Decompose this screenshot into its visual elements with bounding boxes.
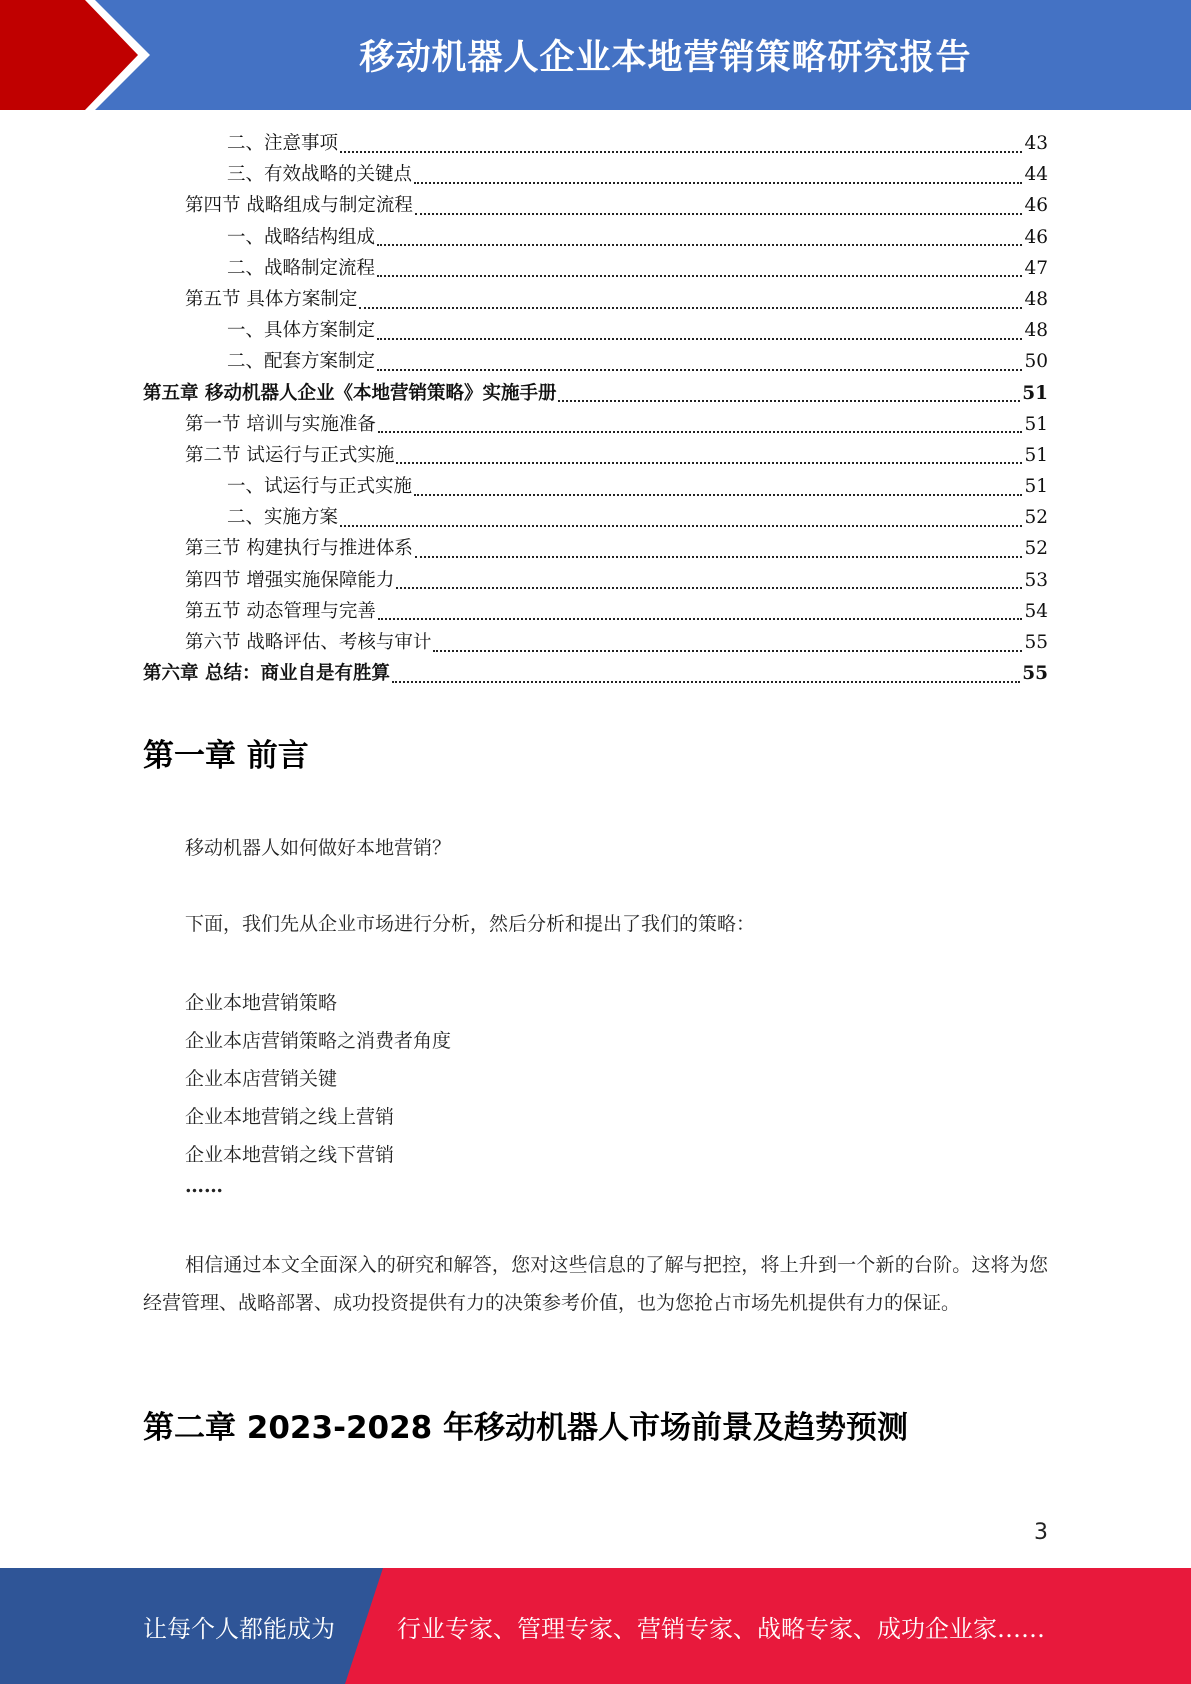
list-item: 企业本地营销策略 <box>185 992 338 1014</box>
toc-entry-label: 二、配套方案制定 <box>227 351 376 373</box>
header-arrow-decoration <box>0 0 160 110</box>
intro-sentence: 下面，我们先从企业市场进行分析，然后分析和提出了我们的策略： <box>185 913 756 935</box>
toc-entry[interactable] <box>143 379 1048 410</box>
toc-entry-page: 46 <box>1024 226 1048 248</box>
toc-entry[interactable] <box>143 316 1048 347</box>
toc-dot-leader <box>377 275 1022 277</box>
toc-entry[interactable] <box>143 472 1048 503</box>
page-number: 3 <box>1034 1520 1048 1545</box>
toc-entry-page: 51 <box>1024 413 1048 435</box>
toc-dot-leader <box>377 338 1022 340</box>
list-item: 企业本店营销策略之消费者角度 <box>185 1030 452 1052</box>
toc-entry[interactable] <box>143 659 1048 690</box>
toc-entry-page: 48 <box>1024 320 1048 342</box>
header-banner <box>0 0 1191 110</box>
toc-dot-leader <box>433 650 1022 652</box>
report-title: 移动机器人企业本地营销策略研究报告 <box>359 38 972 78</box>
footer-slogan-left: 让每个人都能成为 <box>143 1614 335 1643</box>
toc-dot-leader <box>377 369 1022 371</box>
toc-entry-page: 51 <box>1022 382 1048 404</box>
toc-entry[interactable] <box>143 441 1048 472</box>
toc-entry[interactable] <box>143 628 1048 659</box>
toc-entry-label: 三、有效战略的关键点 <box>227 164 413 186</box>
toc-entry-label: 一、具体方案制定 <box>227 320 376 342</box>
toc-entry-label: 第六节 战略评估、考核与审计 <box>185 632 432 653</box>
toc-dot-leader <box>359 307 1022 309</box>
toc-entry[interactable] <box>143 347 1048 378</box>
toc-dot-leader <box>340 525 1022 527</box>
footer-banner <box>0 1568 1191 1684</box>
toc-dot-leader <box>415 213 1023 215</box>
chapter-1-heading: 第一章 前言 <box>143 738 309 774</box>
toc-entry[interactable] <box>143 534 1048 565</box>
toc-entry-label: 第四节 战略组成与制定流程 <box>185 195 413 217</box>
toc-entry-label: 第一节 培训与实施准备 <box>185 413 376 435</box>
chapter-2-heading: 第二章 2023-2028 年移动机器人市场前景及趋势预测 <box>143 1410 909 1446</box>
list-item: 企业本地营销之线上营销 <box>185 1106 395 1128</box>
toc-dot-leader <box>392 681 1020 683</box>
toc-entry-page: 47 <box>1024 257 1048 279</box>
toc-dot-leader <box>414 494 1022 496</box>
toc-entry-label: 一、战略结构组成 <box>227 226 376 248</box>
toc-entry-page: 55 <box>1022 663 1048 685</box>
toc-entry-page: 55 <box>1024 632 1048 653</box>
toc-entry-label: 第五节 动态管理与完善 <box>185 600 376 622</box>
toc-entry[interactable] <box>143 191 1048 222</box>
toc-entry-page: 54 <box>1024 600 1048 622</box>
toc-entry-page: 51 <box>1024 476 1048 498</box>
toc-dot-leader <box>378 618 1023 620</box>
toc-entry-page: 52 <box>1024 538 1048 560</box>
toc-entry-label: 二、注意事项 <box>227 133 339 154</box>
toc-entry[interactable] <box>143 566 1048 597</box>
toc-dot-leader <box>340 151 1022 153</box>
toc-entry-page: 48 <box>1024 288 1048 310</box>
toc-entry-label: 第五节 具体方案制定 <box>185 288 358 310</box>
list-item: 企业本店营销关键 <box>185 1068 338 1090</box>
toc-entry[interactable] <box>143 254 1048 285</box>
toc-entry-label: 第三节 构建执行与推进体系 <box>185 538 413 560</box>
toc-entry-page: 53 <box>1024 569 1048 591</box>
toc-entry[interactable] <box>143 285 1048 316</box>
toc-entry-page: 50 <box>1024 351 1048 373</box>
toc-entry-label: 第六章 总结：商业自是有胜算 <box>143 663 390 685</box>
toc-entry[interactable] <box>143 410 1048 441</box>
toc-dot-leader <box>378 431 1023 433</box>
toc-entry-page: 43 <box>1024 133 1048 154</box>
toc-entry-page: 46 <box>1024 195 1048 217</box>
toc-entry-page: 52 <box>1024 507 1048 529</box>
strategy-list <box>185 984 451 1204</box>
table-of-contents <box>143 129 1048 690</box>
toc-entry-label: 第二节 试运行与正式实施 <box>185 444 395 466</box>
toc-entry[interactable] <box>143 129 1048 160</box>
list-ellipsis: …… <box>185 1175 223 1197</box>
toc-entry-label: 二、战略制定流程 <box>227 257 376 279</box>
toc-entry-label: 第四节 增强实施保障能力 <box>185 569 395 591</box>
toc-dot-leader <box>414 182 1022 184</box>
footer-slogan-right: 行业专家、管理专家、营销专家、战略专家、成功企业家…… <box>397 1614 1045 1643</box>
toc-dot-leader <box>396 462 1022 464</box>
toc-entry-label: 第五章 移动机器人企业《本地营销策略》实施手册 <box>143 382 557 404</box>
intro-paragraph: 相信通过本文全面深入的研究和解答，您对这些信息的了解与把控，将上升到一个新的台阶。这将为您经营管理、战略部署、成功投资提供有力的决策参考价值，也为您抢占市场先机提供有力的保证。 <box>143 1254 1048 1314</box>
intro-question: 移动机器人如何做好本地营销？ <box>185 837 452 859</box>
toc-entry[interactable] <box>143 503 1048 534</box>
toc-entry[interactable] <box>143 160 1048 191</box>
toc-entry-label: 二、实施方案 <box>227 507 339 529</box>
list-item: 企业本地营销之线下营销 <box>185 1144 395 1166</box>
toc-dot-leader <box>377 244 1022 246</box>
toc-entry-page: 51 <box>1024 444 1048 466</box>
toc-entry[interactable] <box>143 223 1048 254</box>
toc-dot-leader <box>396 587 1022 589</box>
toc-dot-leader <box>558 400 1020 402</box>
toc-entry-page: 44 <box>1024 164 1048 186</box>
toc-entry[interactable] <box>143 597 1048 628</box>
toc-dot-leader <box>415 556 1023 558</box>
toc-entry-label: 一、试运行与正式实施 <box>227 476 413 498</box>
